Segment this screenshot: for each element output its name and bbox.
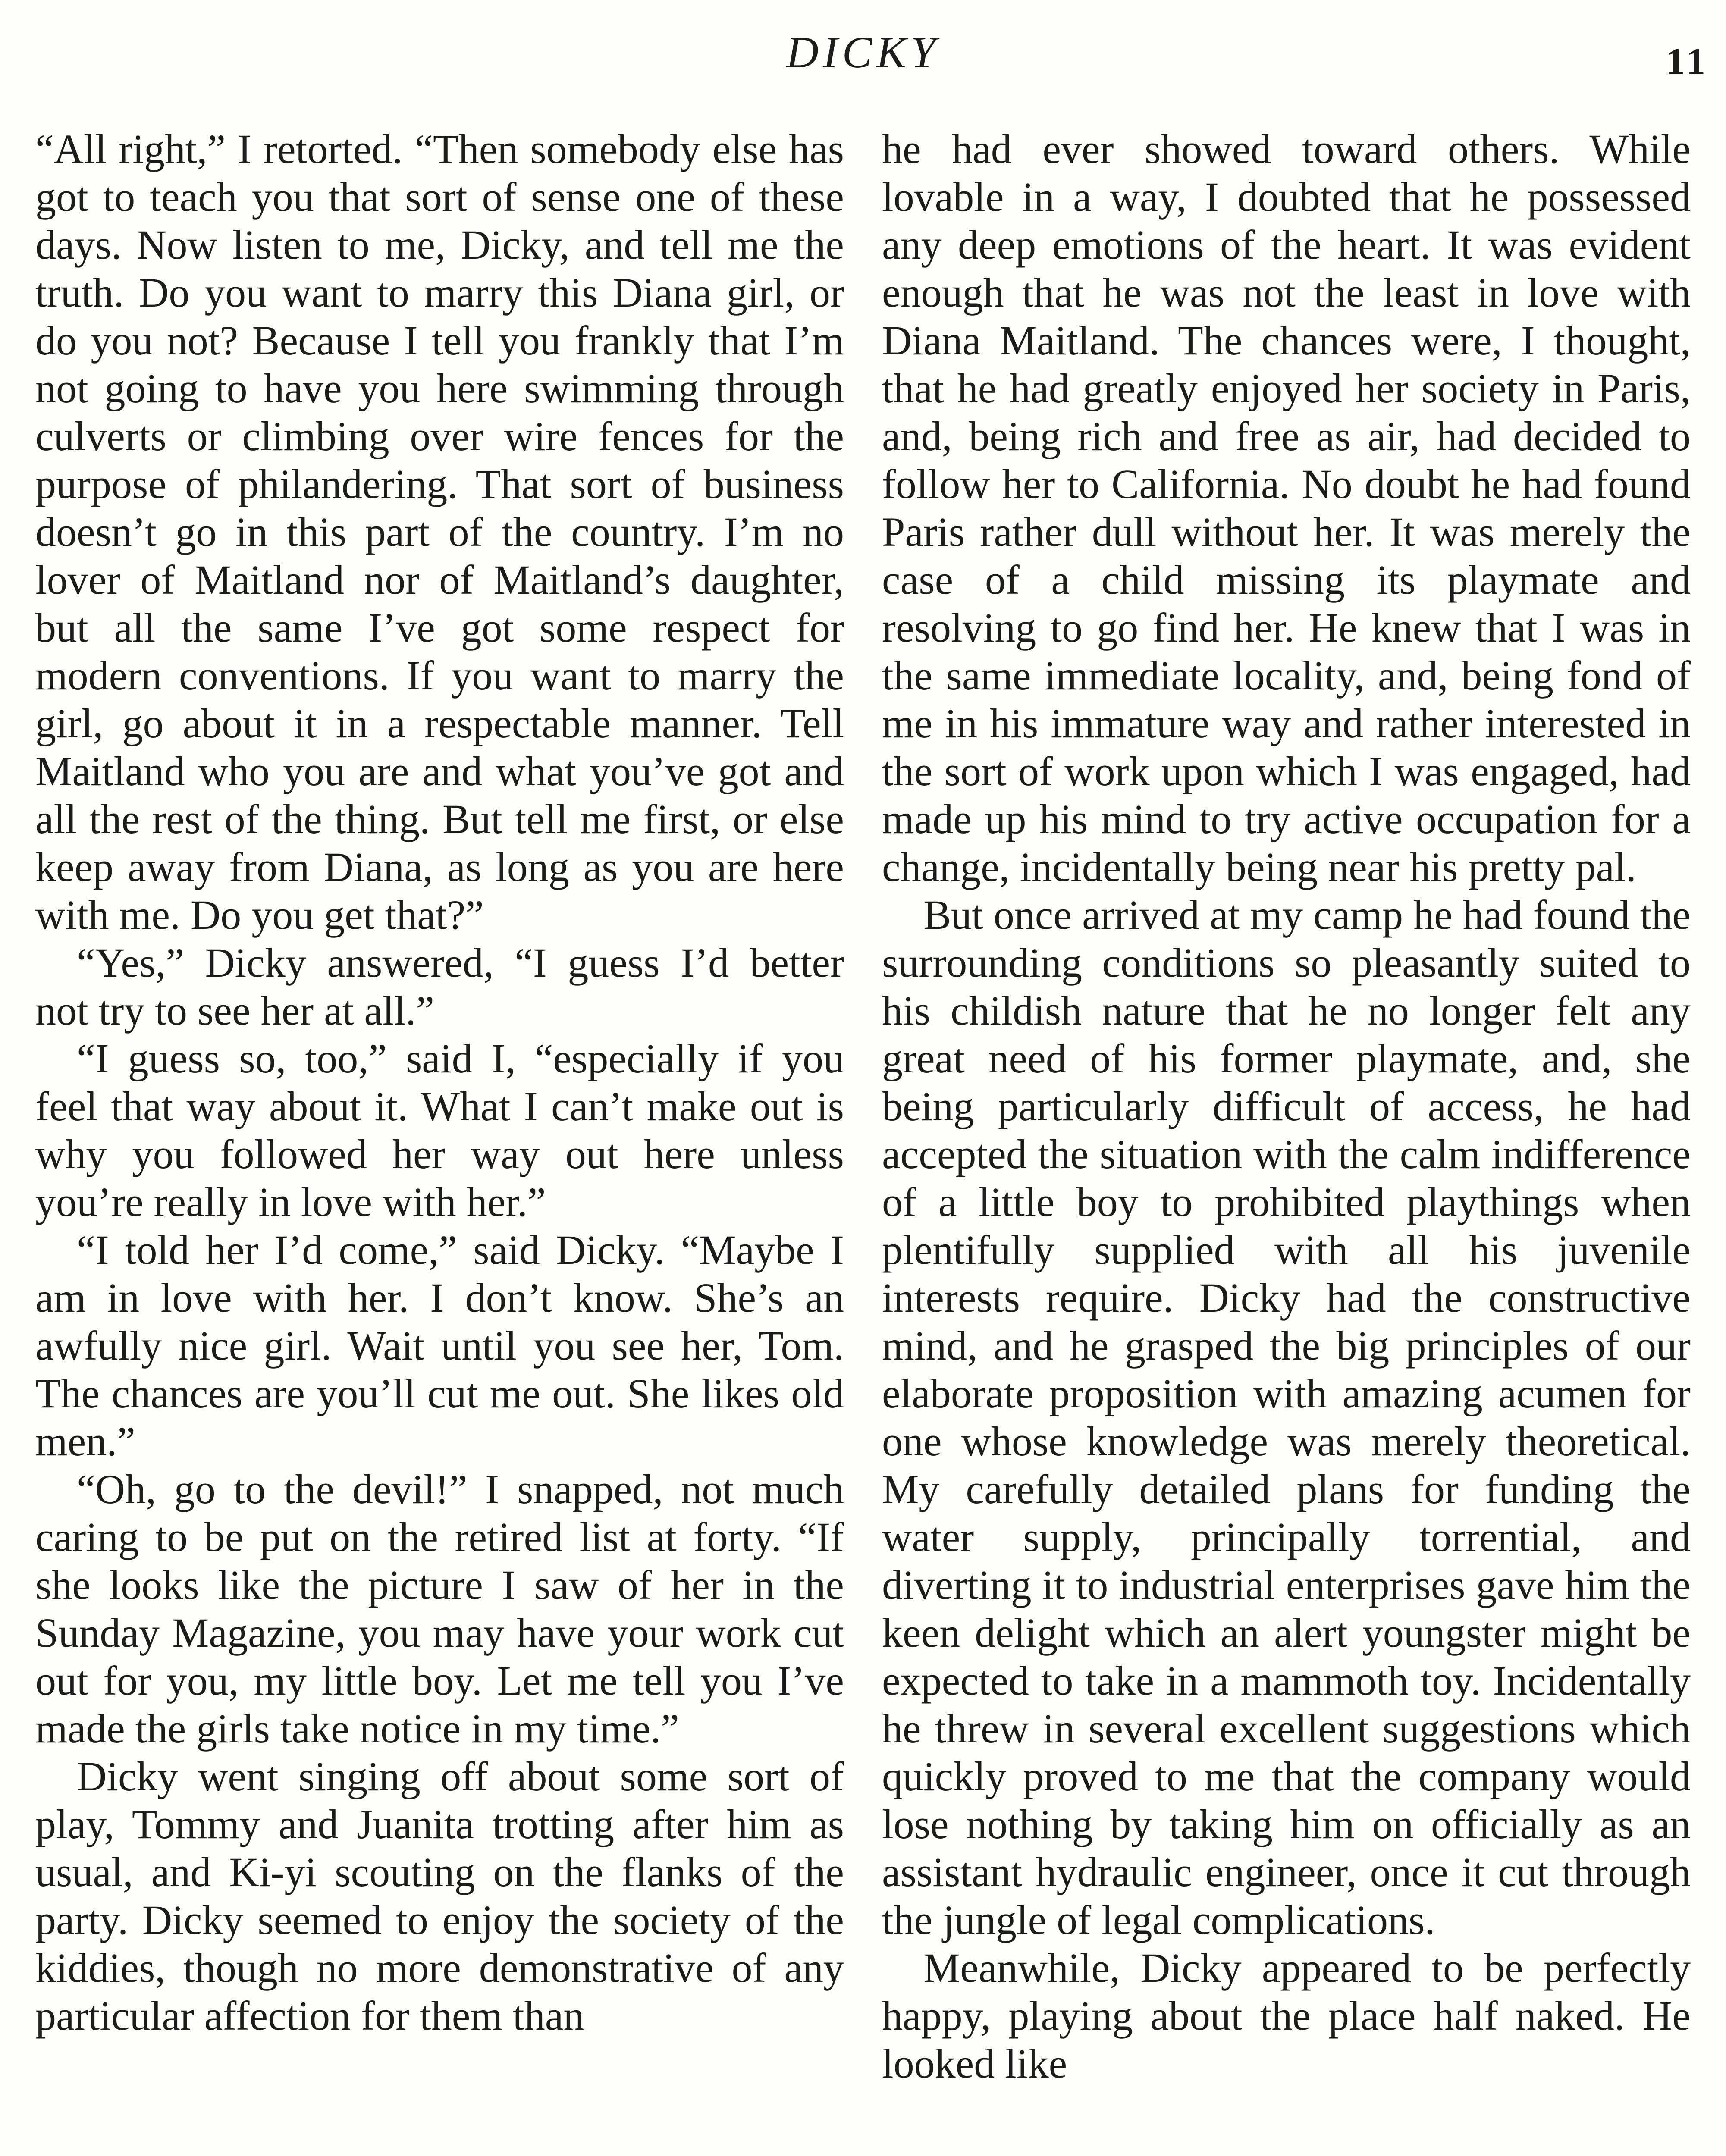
paragraph: “Yes,” Dicky answered, “I guess I’d better not try to see her at all.” bbox=[35, 940, 844, 1034]
left-column bbox=[35, 125, 844, 2156]
paragraph: “All right,” I retorted. “Then somebody else has got to teach you that sort of sense one of these days. Now listen to me, Dicky, and tell me the truth. Do you want to marry this Diana girl, or do you not? Because I tell you frankly that I’m not going to have you here swimming through culverts or climbing over wire fences for the purpose of philandering. That sort of business doesn’t go in this part of the country. I’m no lover of Maitland nor of Maitland’s daughter, but all the same I’ve got some respect for modern conventions. If you want to marry the girl, go about it in a respectable manner. Tell Maitland who you are and what you’ve got and all the rest of the thing. But tell me first, or else keep away from Diana, as long as you are here with me. Do you get that?” bbox=[35, 126, 844, 938]
paragraph: he had ever showed toward others. While lovable in a way, I doubted that he possessed any deep emotions of the heart. It was evident enough that he was not the least in love with Diana Maitland. The chances were, I thought, that he had greatly enjoyed her society in Paris, and, being rich and free as air, had decided to follow her to California. No doubt he had found Paris rather dull without her. It was merely the case of a child missing its playmate and resolving to go find her. He knew that I was in the same immediate locality, and, being fond of me in his immature way and rather interested in the sort of work upon which I was engaged, had made up his mind to try active occupation for a change, incidentally being near his pretty pal. bbox=[882, 126, 1691, 890]
paragraph: “I guess so, too,” said I, “especially if you feel that way about it. What I can’t make out is why you followed her way out here unless you’re really in love with her.” bbox=[35, 1035, 844, 1225]
paragraph: But once arrived at my camp he had found the surrounding conditions so pleasantly suited to his childish nature that he no longer felt any great need of his former playmate, and, she being particularly difficult of access, he had accepted the situation with the calm indifference of a little boy to prohibited playthings when plentifully supplied with all his juvenile interests require. Dicky had the constructive mind, and he grasped the big principles of our elaborate proposition with amazing acumen for one whose knowledge was merely theoretical. My carefully detailed plans for funding the water supply, principally torrential, and diverting it to industrial enterprises gave him the keen delight which an alert youngster might be expected to take in a mammoth toy. Incidentally he threw in several excellent suggestions which quickly proved to me that the company would lose nothing by taking him on officially as an assistant hydraulic engineer, once it cut through the jungle of legal complications. bbox=[882, 892, 1691, 1943]
right-column bbox=[882, 125, 1691, 2156]
paragraph: Dicky went singing off about some sort of play, Tommy and Juanita trotting after him as usual, and Ki-yi scouting on the flanks of the party. Dicky seemed to enjoy the society of the kiddies, though no more demonstrative of any particular affection for them than bbox=[35, 1753, 844, 2039]
running-title: DICKY bbox=[786, 28, 940, 77]
paragraph: “Oh, go to the devil!” I snapped, not much caring to be put on the retired list at forty. “If she looks like the picture I saw of her in the Sunday Magazine, you may have your work cut out for you, my little boy. Let me tell you I’ve made the girls take notice in my time.” bbox=[35, 1466, 844, 1752]
page-number: 11 bbox=[1666, 41, 1709, 83]
paragraph: “I told her I’d come,” said Dicky. “Maybe I am in love with her. I don’t know. She’s an awfully nice girl. Wait until you see her, Tom. The chances are you’ll cut me out. She likes old men.” bbox=[35, 1227, 844, 1464]
paragraph: Meanwhile, Dicky appeared to be perfectly happy, playing about the place half naked. He looked like bbox=[882, 1945, 1691, 2087]
